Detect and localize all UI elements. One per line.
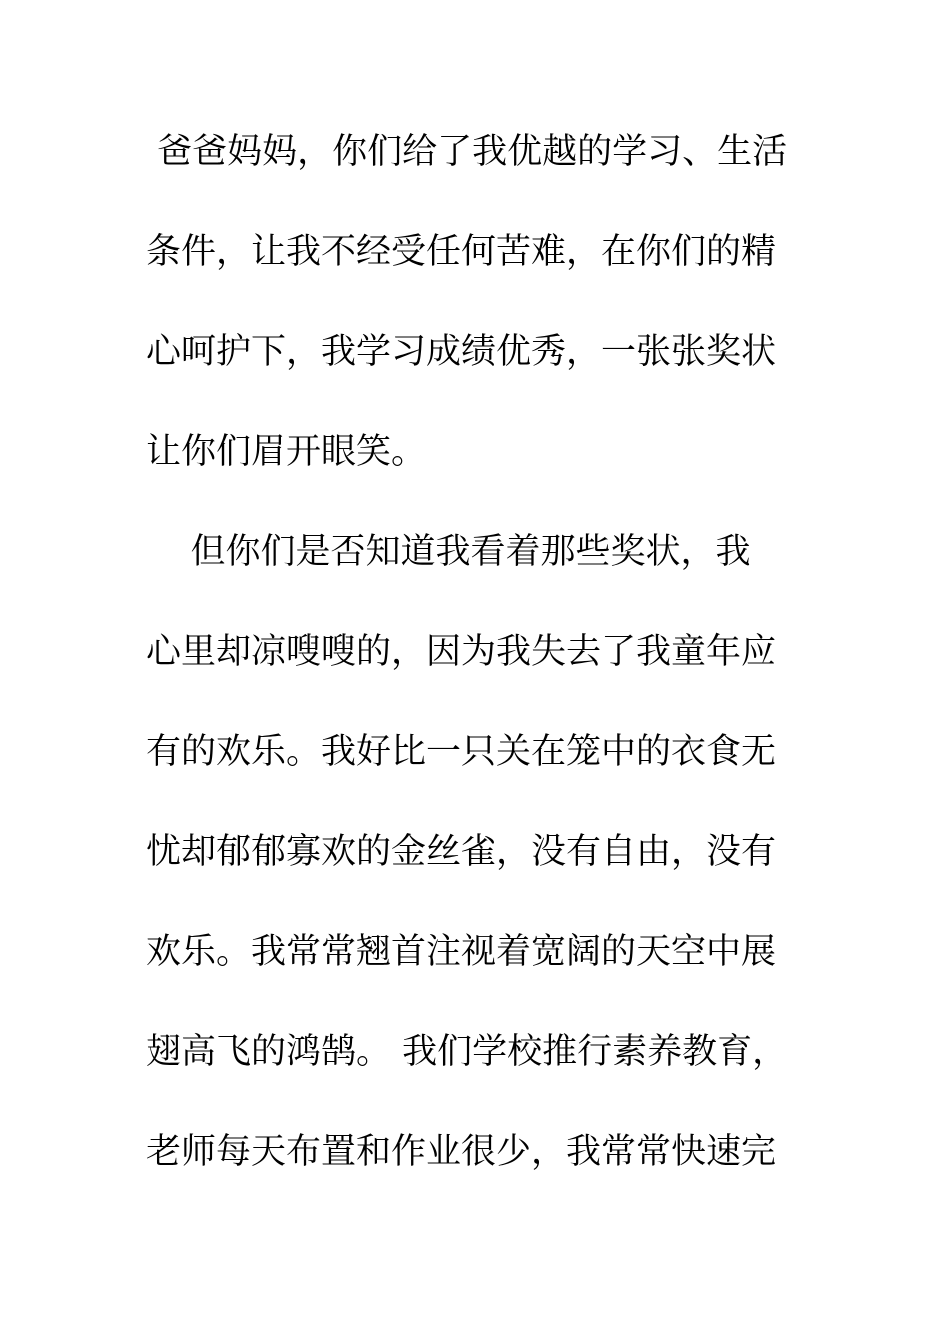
text-line: 但你们是否知道我看着那些奖状，我 [146,532,751,572]
text-line: 忧却郁郁寡欢的金丝雀，没有自由，没有 [146,832,777,872]
text-line: 爸爸妈妈，你们给了我优越的学习、生活 [146,132,788,172]
text-line: 心呵护下，我学习成绩优秀，一张张奖状 [146,332,777,372]
text-line: 条件，让我不经受任何苦难，在你们的精 [146,232,777,272]
text-line: 有的欢乐。我好比一只关在笼中的衣食无 [146,732,777,772]
text-line: 老师每天布置和作业很少，我常常快速完 [146,1132,777,1172]
text-line: 翅高飞的鸿鹄。 我们学校推行素养教育， [146,1032,788,1072]
text-line: 让你们眉开眼笑。 [146,432,427,472]
text-line: 欢乐。我常常翘首注视着宽阔的天空中展 [146,932,777,972]
text-line: 心里却凉嗖嗖的，因为我失去了我童年应 [146,632,777,672]
